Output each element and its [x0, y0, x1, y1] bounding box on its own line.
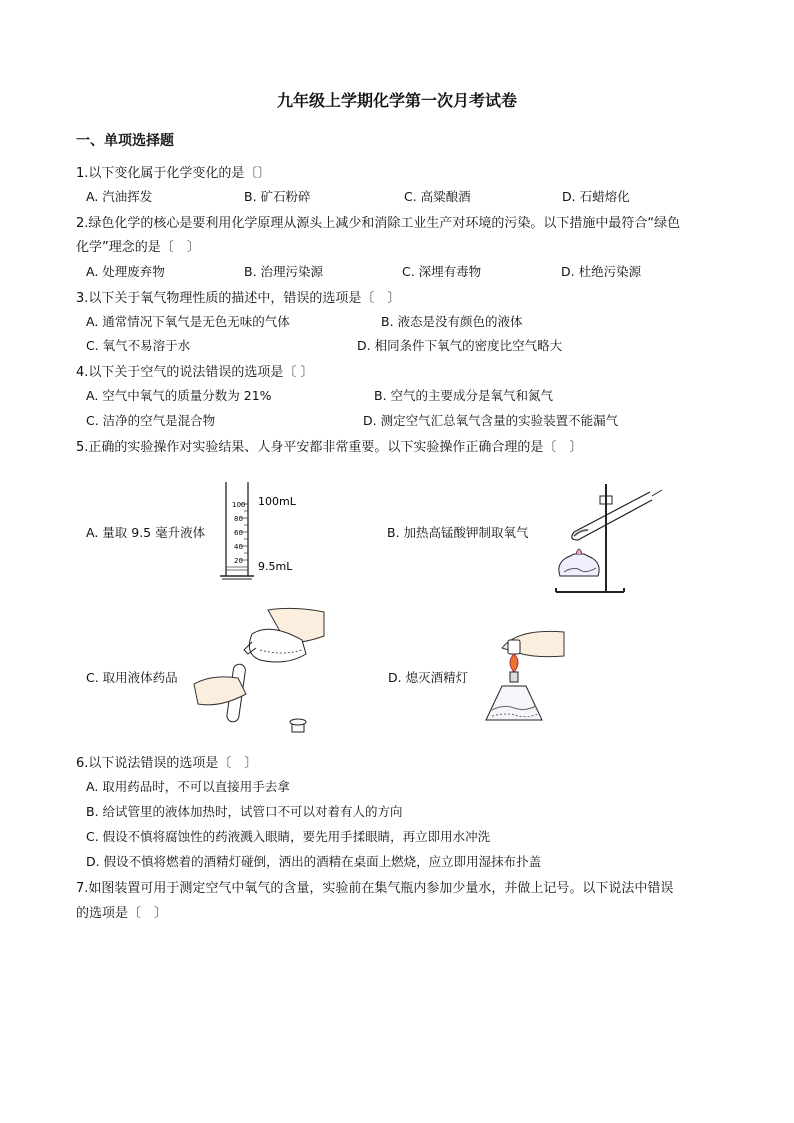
question-5-stem: 5.正确的实验操作对实验结果、人身平安都非常重要。以下实验操作正确合理的是〔 〕 — [76, 440, 583, 455]
q5-option-a: A. 量取 9.5 毫升液体 — [86, 525, 206, 540]
cyl-tick-20: 20 — [234, 557, 243, 565]
extinguish-lamp-figure — [478, 624, 568, 730]
question-2-stem-line1: 2.绿色化学的核心是要利用化学原理从源头上减少和消除工业生产对环境的污染。以下措施中最符合“绿色 — [76, 216, 681, 231]
q4-option-b: B. 空气的主要成分是氧气和氮气 — [374, 388, 554, 403]
page-title: 九年级上学期化学第一次月考试卷 — [276, 91, 517, 110]
section-heading: 一、单项选择题 — [76, 133, 174, 149]
q6-option-b: B. 给试管里的液体加热时，试管口不可以对着有人的方向 — [86, 804, 403, 819]
q3-option-c: C. 氧气不易溶于水 — [86, 338, 191, 353]
cyl-tick-80: 80 — [234, 515, 243, 523]
q2-option-a: A. 处理废弃物 — [86, 264, 165, 279]
q5-option-b: B. 加热高锰酸钾制取氧气 — [387, 525, 529, 540]
q1-option-d: D. 石蜡熔化 — [562, 189, 630, 204]
cyl-tick-60: 60 — [234, 529, 243, 537]
q2-option-c: C. 深埋有毒物 — [402, 264, 482, 279]
graduated-cylinder-figure — [218, 478, 318, 584]
q3-option-b: B. 液态是没有颜色的液体 — [381, 314, 523, 329]
cyl-tick-40: 40 — [234, 543, 243, 551]
question-4-stem: 4.以下关于空气的说法错误的选项是〔 〕 — [76, 365, 314, 380]
question-6-stem: 6.以下说法错误的选项是〔 〕 — [76, 756, 258, 771]
q1-option-c: C. 高粱酿酒 — [404, 189, 471, 204]
question-2-stem-line2: 化学”理念的是〔 〕 — [76, 240, 200, 255]
q6-option-d: D. 假设不慎将燃着的酒精灯碰倒，洒出的酒精在桌面上燃烧，应立即用湿抹布扑盖 — [86, 854, 542, 869]
cyl-label-9-5ml: 9.5mL — [258, 560, 293, 573]
q2-option-b: B. 治理污染源 — [244, 264, 324, 279]
q1-option-b: B. 矿石粉碎 — [244, 189, 311, 204]
question-7-stem-line1: 7.如图装置可用于测定空气中氧气的含量，实验前在集气瓶内参加少量水，并做上记号。以下说法中错误 — [76, 881, 674, 896]
q1-option-a: A. 汽油挥发 — [86, 189, 153, 204]
question-3-stem: 3.以下关于氧气物理性质的描述中，错误的选项是〔 〕 — [76, 291, 401, 306]
question-7-stem-line2: 的选项是〔 〕 — [76, 906, 168, 921]
q3-option-a: A. 通常情况下氧气是无色无味的气体 — [86, 314, 290, 329]
q4-option-a: A. 空气中氧气的质量分数为 21% — [86, 388, 272, 403]
q5-option-d: D. 熄灭酒精灯 — [388, 670, 469, 685]
heating-apparatus-figure — [544, 478, 668, 598]
q3-option-d: D. 相同条件下氧气的密度比空气略大 — [357, 338, 563, 353]
pouring-liquid-figure — [190, 604, 330, 740]
question-1-stem: 1.以下变化属于化学变化的是〔〕 — [76, 166, 271, 181]
q2-option-d: D. 杜绝污染源 — [561, 264, 642, 279]
q4-option-d: D. 测定空气汇总氧气含量的实验装置不能漏气 — [363, 413, 619, 428]
q6-option-c: C. 假设不慎将腐蚀性的药液溅入眼睛，要先用手揉眼睛，再立即用水冲洗 — [86, 829, 491, 844]
q6-option-a: A. 取用药品时，不可以直接用手去拿 — [86, 779, 290, 794]
cyl-tick-100: 100 — [232, 501, 246, 509]
q5-option-c: C. 取用液体药品 — [86, 670, 178, 685]
cyl-label-100ml: 100mL — [258, 495, 296, 508]
q4-option-c: C. 洁净的空气是混合物 — [86, 413, 216, 428]
